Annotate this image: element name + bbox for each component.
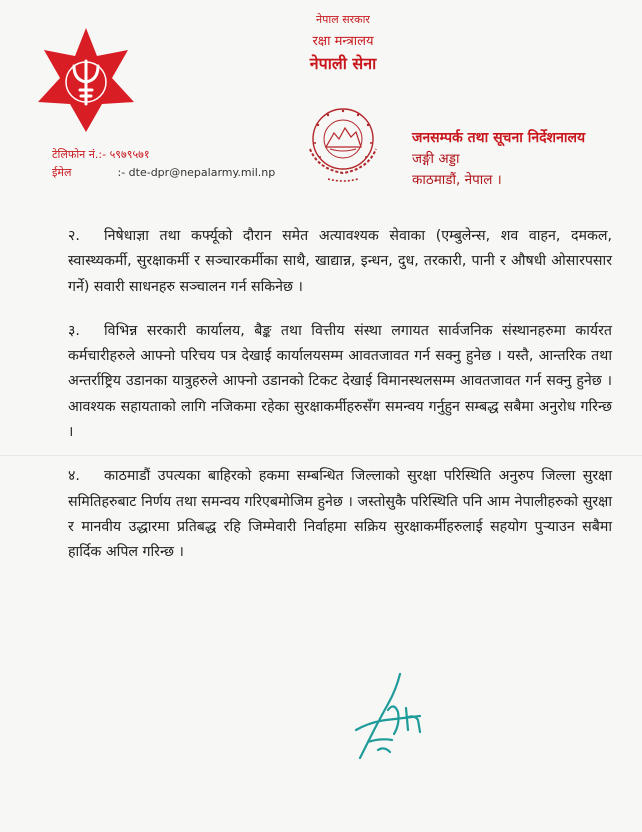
nepal-army-star-logo [34,28,138,132]
phone-row [52,146,275,164]
department-location-2: काठमाडौं, नेपाल । [412,172,502,188]
paragraph-2 [68,224,612,300]
paragraph-3 [68,319,612,445]
government-heading [268,12,418,74]
phone-value: ५९७९५७१ [109,148,150,161]
paragraph-number: ३. [68,322,80,339]
email-row [52,164,275,182]
department-name: जनसम्पर्क तथा सूचना निर्देशनालय [412,130,586,146]
paragraph-text: विभिन्न सरकारी कार्यालय, बैङ्क तथा वित्तीय संस्था लगायत सार्वजनिक संस्थानहरुमा कार्यरत कर्मचारीहरुले आफ्नो परिचय पत्र देखाई कार्यालयसम्म आवतजावत गर्न सक्नु हुनेछ । यस्तै, आन्तरिक तथा अन्तर्राष्ट्रिय उडानका यात्रुहरुले आफ्नो उडानको टिकट देखाई विमानस्थलसम्म आवतजावत गर्न सक्नु हुनेछ । आवश्यक सहायताको लागि नजिकमा रहेका सुरक्षाकर्मीहरुसँग समन्वय गर्नुहुन सम्बद्ध सबैमा अनुरोध गरिन्छ । [68,322,612,441]
department-location-1: जङ्गी अड्डा [412,151,460,167]
govt-line-3: नेपाली सेना [309,54,377,73]
phone-label: टेलिफोन नं.:- [52,148,107,161]
department-block [412,128,585,191]
paragraph-text: निषेधाज्ञा तथा कर्फ्यूको दौरान समेत अत्यावश्यक सेवाका (एम्बुलेन्स, शव वाहन, दमकल, स्वास्थ्यकर्मी, सुरक्षाकर्मी र सञ्चारकर्मीका साथै, खाद्यान्न, इन्धन, दुध, तरकारी, पानी र औषधी ओसारपसार गर्ने) सवारी साधनहरु सञ्चालन गर्न सकिनेछ । [68,228,612,295]
department-seal [290,103,396,185]
contact-block [52,146,275,182]
email-label: ईमेल [52,166,72,179]
signature [348,668,430,772]
paragraph-number: ४. [68,468,80,485]
email-value[interactable]: :- dte-dpr@nepalarmy.mil.np [117,166,276,179]
paragraph-text: काठमाडौं उपत्यका बाहिरको हकमा सम्बन्धित जिल्लाको सुरक्षा परिस्थिति अनुरुप जिल्ला सुरक्षा समितिहरुबाट निर्णय तथा समन्वय गरिएबमोजिम हुनेछ । जस्तोसुकै परिस्थिति पनि आम नेपालीहरुको सुरक्षा र मानवीय उद्धारमा प्रतिबद्ध रहि जिम्मेवारी निर्वाहमा सक्रिय सुरक्षाकर्मीहरुलाई सहयोग पुर्‍याउन सबैमा हार्दिक अपिल गरिन्छ । [68,468,612,561]
letter-body [68,224,612,585]
paragraph-4 [68,464,612,565]
govt-line-1: नेपाल सरकार [316,13,370,26]
paragraph-number: २. [68,228,80,244]
govt-line-2: रक्षा मन्त्रालय [312,34,374,49]
